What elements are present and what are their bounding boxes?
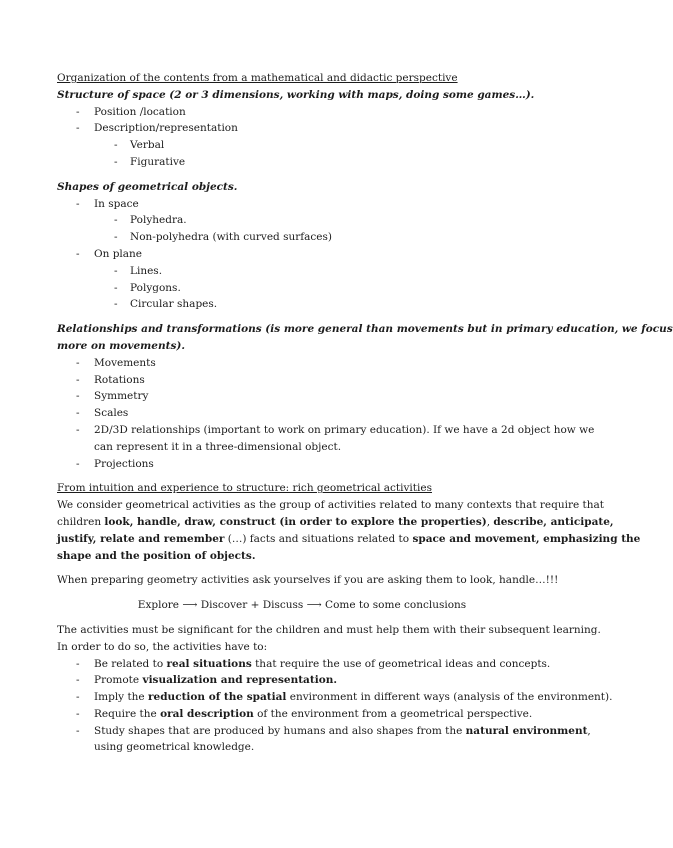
shapes-title: Shapes of geometrical objects. — [57, 180, 238, 193]
list-dash: - — [76, 691, 80, 704]
list-dash: - — [114, 264, 118, 277]
list-item: - Description/representation — [57, 120, 547, 137]
paragraph-preparing: When preparing geometry activities ask yourselves if you are asking them to look, handle…!!! — [57, 574, 559, 587]
sub-list-item: - Figurative — [57, 154, 547, 171]
list-dash: - — [76, 105, 80, 118]
relationships-title: Relationships and transformations (is more general than movements but in primary education, we focus — [57, 323, 673, 336]
list-dash: - — [114, 139, 118, 152]
activity-requirement: - Study shapes that are produced by humans and also shapes from the natural environment, — [57, 723, 547, 740]
sub-list-item: - Circular shapes. — [57, 296, 547, 313]
activity-requirement: - Require the oral description of the environment from a geometrical perspective. — [57, 706, 547, 723]
list-item: - Rotations — [57, 372, 547, 389]
list-item: - 2D/3D relationships (important to work on primary education). If we have a 2d object how we — [57, 422, 547, 439]
sub-list-item: - Polygons. — [57, 280, 547, 297]
paragraph-line: We consider geometrical activities as the group of activities related to many contexts that require that — [57, 499, 604, 512]
list-dash: - — [76, 373, 80, 386]
relationships-title-cont: more on movements). — [57, 339, 185, 352]
list-item: - Scales — [57, 405, 547, 422]
list-item: - Movements — [57, 355, 547, 372]
list-dash: - — [76, 197, 80, 210]
list-dash: - — [76, 356, 80, 369]
list-dash: - — [114, 231, 118, 244]
list-dash: - — [76, 390, 80, 403]
paragraph-line: In order to do so, the activities have to: — [57, 640, 268, 653]
activity-requirement: - Imply the reduction of the spatial environment in different ways (analysis of the environment). — [57, 689, 547, 706]
sub-list-item: - Verbal — [57, 137, 547, 154]
list-dash: - — [114, 214, 118, 227]
list-dash: - — [76, 457, 80, 470]
list-item-continuation: can represent it in a three-dimensional object. — [94, 440, 342, 453]
list-dash: - — [76, 724, 80, 737]
list-dash: - — [114, 281, 118, 294]
process-flow: Explore ⟶ Discover + Discuss ⟶ Come to some conclusions — [137, 599, 467, 612]
paragraph-line: justify, relate and remember (…) facts and situations related to space and movement, emphasizing the — [57, 532, 641, 545]
list-dash: - — [76, 407, 80, 420]
list-dash: - — [76, 657, 80, 670]
list-item: - On plane — [57, 246, 547, 263]
paragraph-line: children look, handle, draw, construct (in order to explore the properties), describe, anticipate, — [57, 515, 614, 528]
sub-list-item: - Non-polyhedra (with curved surfaces) — [57, 229, 547, 246]
list-dash: - — [76, 707, 80, 720]
list-dash: - — [76, 674, 80, 687]
structure-of-space-title: Structure of space (2 or 3 dimensions, working with maps, doing some games…). — [57, 88, 535, 101]
activity-requirement: - Be related to real situations that require the use of geometrical ideas and concepts. — [57, 656, 547, 673]
sub-list-item: - Polyhedra. — [57, 212, 547, 229]
list-dash: - — [76, 423, 80, 436]
list-item: - Position /location — [57, 104, 547, 121]
document-page — [57, 70, 673, 756]
activity-requirement: - Promote visualization and representation. — [57, 672, 547, 689]
list-item: - Symmetry — [57, 388, 547, 405]
list-item: - In space — [57, 196, 547, 213]
list-dash: - — [114, 155, 118, 168]
list-dash: - — [114, 298, 118, 311]
list-item-continuation: using geometrical knowledge. — [94, 741, 255, 754]
section-heading-activities: From intuition and experience to structure: rich geometrical activities — [57, 482, 432, 495]
paragraph-line: The activities must be significant for the children and must help them with their subsequent learning. — [57, 623, 601, 636]
list-dash: - — [76, 247, 80, 260]
list-dash: - — [76, 122, 80, 135]
sub-list-item: - Lines. — [57, 263, 547, 280]
list-item: - Projections — [57, 456, 547, 473]
section-heading-organization: Organization of the contents from a mathematical and didactic perspective — [57, 72, 458, 84]
paragraph-line: shape and the position of objects. — [57, 549, 256, 562]
